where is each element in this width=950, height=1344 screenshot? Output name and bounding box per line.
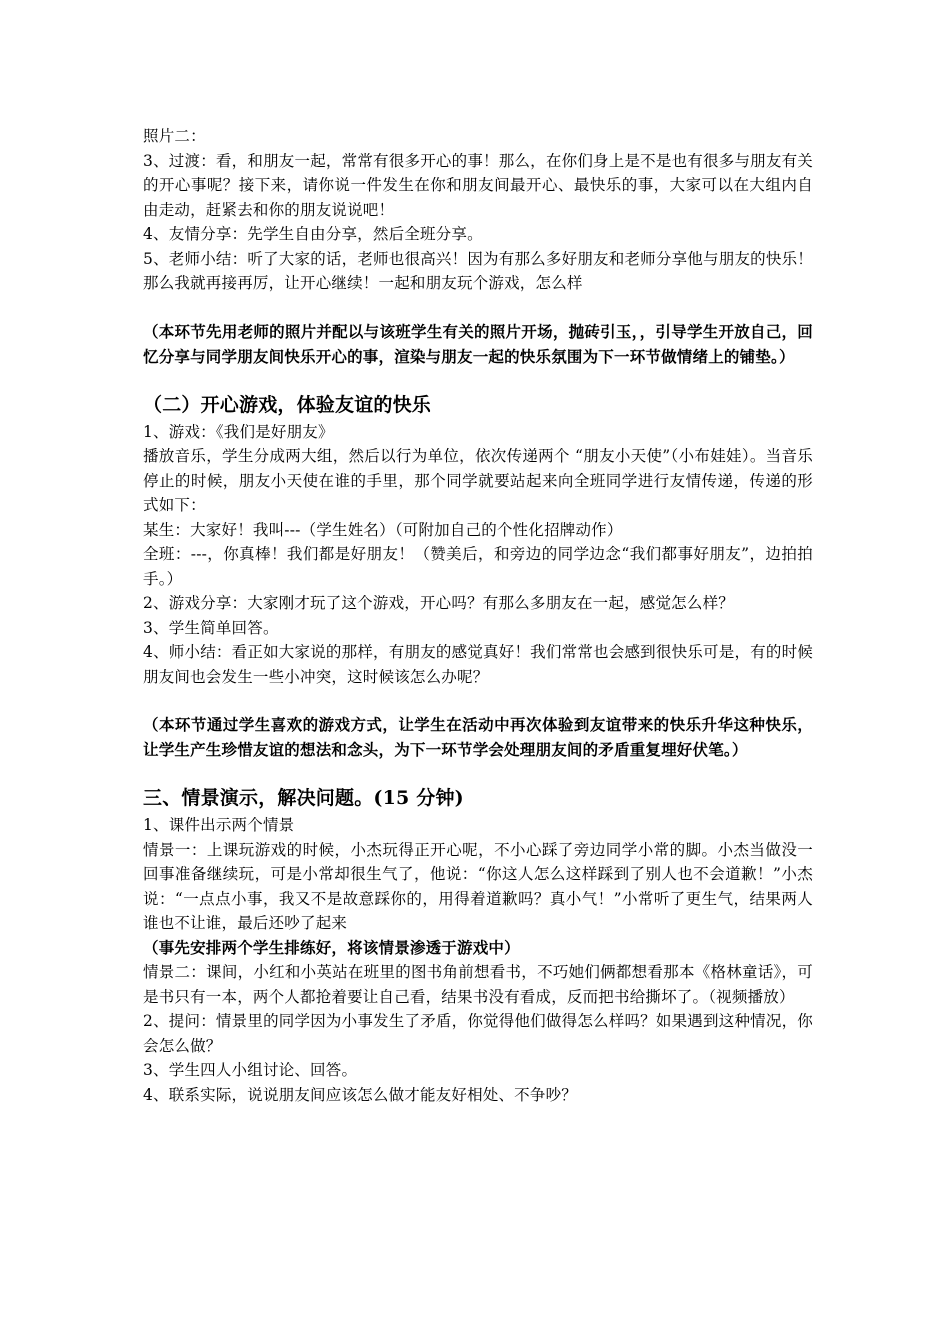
section-heading: （二）开心游戏，体验友谊的快乐 xyxy=(143,393,432,416)
paragraph: 3、学生四人小组讨论、回答。 xyxy=(143,1061,358,1079)
spacer xyxy=(143,763,813,783)
paragraph: 3、学生简单回答。 xyxy=(143,618,279,637)
paragraph: 2、提问：情景里的同学因为小事发生了矛盾，你觉得他们做得怎么样吗？如果遇到这种情况，你会怎么做？ xyxy=(143,1012,813,1055)
teaching-note: （本环节先用老师的照片并配以与该班学生有关的照片开场，抛砖引玉，，引导学生开放自己，回忆分享与同学朋友间快乐开心的事，渲染与朋友一起的快乐氛围为下一环节做情绪上的铺垫。） xyxy=(143,322,813,366)
paragraph: 照片二： xyxy=(143,127,206,145)
paragraph: 1、游戏：《我们是好朋友》 xyxy=(143,422,334,441)
paragraph: 某生：大家好！我叫---（学生姓名）（可附加自己的个性化招牌动作） xyxy=(143,520,623,539)
teaching-note-inline: （事先安排两个学生排练好，将该情景渗透于游戏中） xyxy=(143,938,520,957)
paragraph: 全班：---，你真棒！我们都是好朋友！（赞美后，和旁边的同学边念“我们都事好朋友”，边拍拍手。） xyxy=(143,545,813,588)
spacer xyxy=(143,370,813,390)
paragraph: 2、游戏分享：大家刚才玩了这个游戏，开心吗？有那么多朋友在一起，感觉怎么样？ xyxy=(143,594,734,612)
section-heading: 三、情景演示，解决问题。(15 分钟) xyxy=(143,787,464,809)
teaching-note: （本环节通过学生喜欢的游戏方式，让学生在活动中再次体验到友谊带来的快乐升华这种快乐，让学生产生珍惜友谊的想法和念头，为下一环节学会处理朋友间的矛盾重复埋好伏笔。） xyxy=(143,716,813,759)
spacer xyxy=(143,296,813,320)
document-body xyxy=(143,124,813,1107)
paragraph: 4、师小结：看正如大家说的那样，有朋友的感觉真好！我们常常也会感到很快乐可是，有的时候朋友间也会发生一些小冲突，这时候该怎么办呢？ xyxy=(143,643,813,686)
paragraph: 播放音乐，学生分成两大组，然后以行为单位，依次传递两个 “朋友小天使”（小布娃娃）。当音乐停止的时候，朋友小天使在谁的手里，那个同学就要站起来向全班同学进行友情传递，传递的形式如下： xyxy=(143,447,813,514)
paragraph: 情景二：课间，小红和小英站在班里的图书角前想看书，不巧她们俩都想看那本《格林童话》，可是书只有一本，两个人都抢着要让自己看，结果书没有看成，反而把书给撕坏了。（视频播放） xyxy=(143,963,813,1006)
paragraph: 4、友情分享：先学生自由分享，然后全班分享。 xyxy=(143,225,483,243)
paragraph: 4、联系实际，说说朋友间应该怎么做才能友好相处、不争吵？ xyxy=(143,1085,577,1104)
paragraph: 情景一：上课玩游戏的时候，小杰玩得正开心呢，不小心踩了旁边同学小常的脚。小杰当做没一回事准备继续玩，可是小常却很生气了，他说：“你这人怎么这样踩到了别人也不会道歉！”小杰说：“一点点小事，我又不是故意踩你的，用得着道歉吗？真小气！”小常听了更生气，结果两人谁也不让谁，最后还吵了起来 xyxy=(143,840,813,932)
paragraph: 1、课件出示两个情景 xyxy=(143,816,295,834)
paragraph: 3、过渡：看，和朋友一起，常常有很多开心的事！那么，在你们身上是不是也有很多与朋友有关的开心事呢？接下来，请你说一件发生在你和朋友间最开心、最快乐的事，大家可以在大组内自由走动，赶紧去和你的朋友说说吧！ xyxy=(143,151,813,219)
paragraph: 5、老师小结：听了大家的话，老师也很高兴！因为有那么多好朋友和老师分享他与朋友的快乐！那么我就再接再厉，让开心继续！一起和朋友玩个游戏，怎么样 xyxy=(143,249,813,292)
spacer xyxy=(143,689,813,713)
